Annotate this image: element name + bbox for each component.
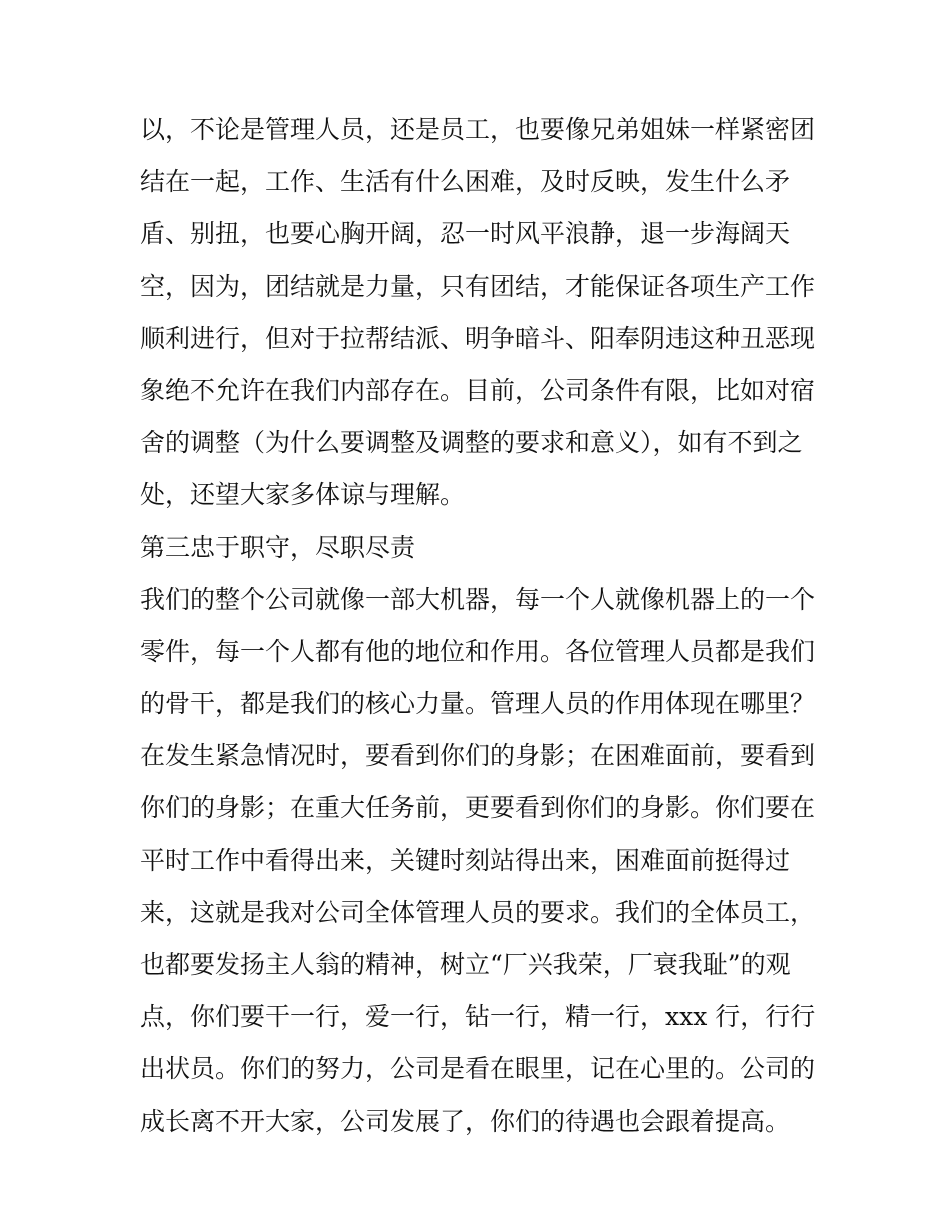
paragraph-line: 零件，每一个人都有他的地位和作用。各位管理人员都是我们: [140, 636, 816, 666]
paragraph-line: 处，还望大家多体谅与理解。: [140, 480, 466, 510]
paragraph-line: 以，不论是管理人员，还是员工，也要像兄弟姐妹一样紧密团: [140, 115, 816, 144]
paragraph-line: 我们的整个公司就像一部大机器，每一个人就像机器上的一个: [140, 584, 816, 614]
paragraph-line: 出状员。你们的努力，公司是看在眼里，记在心里的。公司的: [140, 1054, 816, 1084]
paragraph-line: 的骨干，都是我们的核心力量。管理人员的作用体现在哪里？: [140, 689, 816, 719]
paragraph-line: 平时工作中看得出来，关键时刻站得出来，困难面前挺得过: [140, 845, 791, 875]
section-heading: 第三忠于职守，尽职尽责: [140, 532, 416, 562]
paragraph-line: 成长离不开大家，公司发展了，你们的待遇也会跟着提高。: [140, 1106, 791, 1136]
paragraph-line: 来，这就是我对公司全体管理人员的要求。我们的全体员工，: [140, 897, 816, 927]
paragraph-line: 点，你们要干一行，爱一行，钻一行，精一行，xxx 行，行行: [140, 1002, 816, 1032]
paragraph-line: 结在一起，工作、生活有什么困难，及时反映，发生什么矛: [140, 167, 791, 197]
paragraph-line: 也都要发扬主人翁的精神，树立“厂兴我荣，厂衰我耻”的观: [140, 950, 791, 979]
paragraph-line: 在发生紧急情况时，要看到你们的身影；在困难面前，要看到: [140, 741, 816, 771]
paragraph-line: 盾、别扭，也要心胸开阔，忍一时风平浪静，退一步海阔天: [140, 219, 791, 249]
paragraph-line: 空，因为，团结就是力量，只有团结，才能保证各项生产工作: [140, 271, 816, 301]
document-body: [140, 104, 820, 1148]
paragraph-line: 象绝不允许在我们内部存在。目前，公司条件有限，比如对宿: [140, 375, 816, 405]
paragraph-line: 舍的调整（为什么要调整及调整的要求和意义），如有不到之: [140, 428, 803, 458]
paragraph-line: 你们的身影；在重大任务前，更要看到你们的身影。你们要在: [140, 793, 816, 823]
paragraph-line: 顺利进行，但对于拉帮结派、明争暗斗、阳奉阴违这种丑恶现: [140, 323, 816, 353]
